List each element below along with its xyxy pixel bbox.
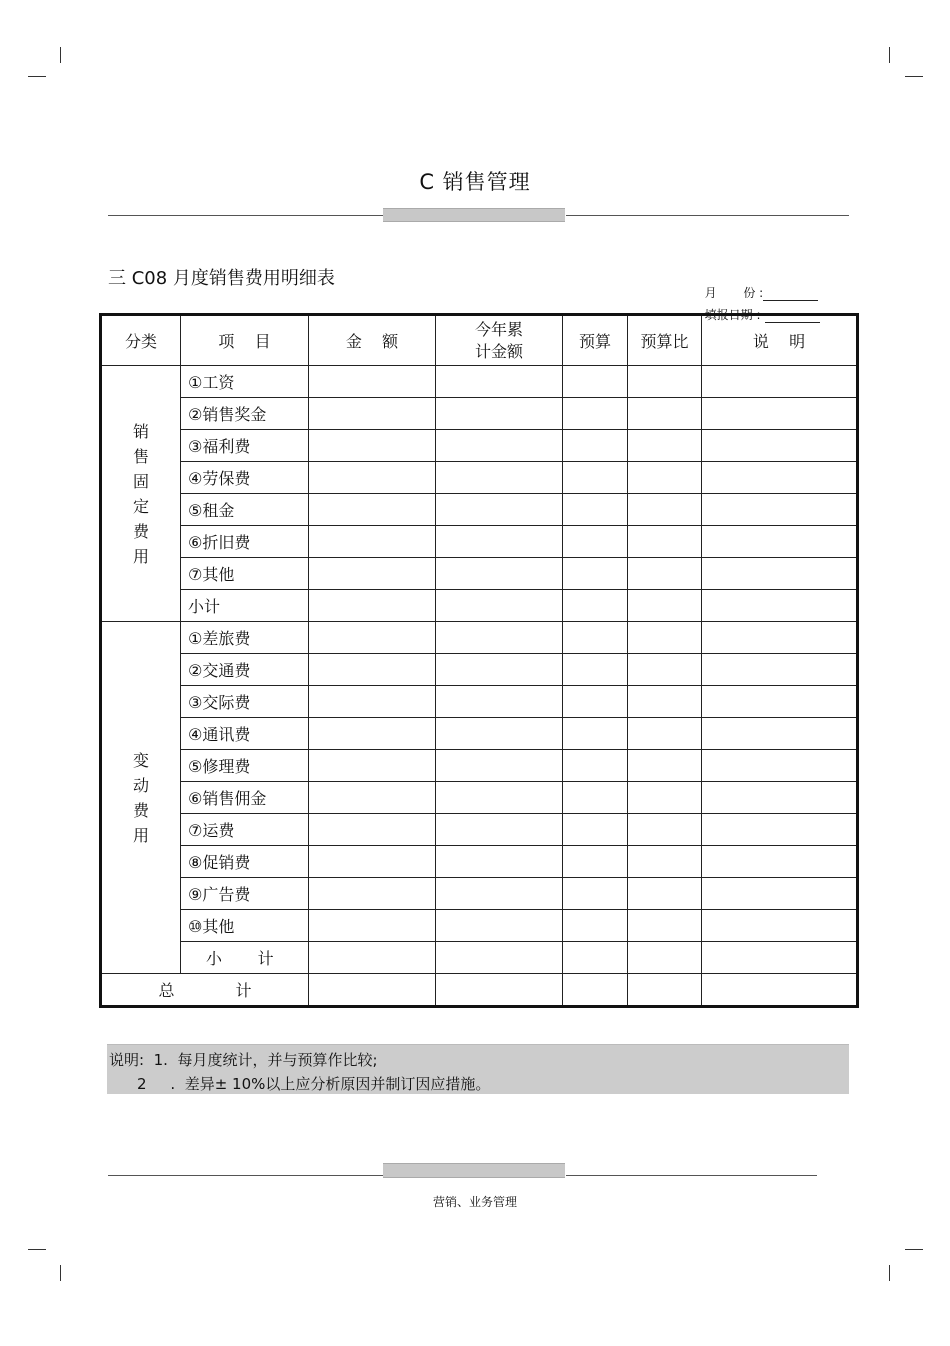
table-row <box>101 526 858 558</box>
category-variable-char: 费 <box>132 800 149 820</box>
table-row <box>101 718 858 750</box>
crop-mark <box>28 1249 46 1250</box>
item-label: ④劳保费 <box>181 462 309 494</box>
category-fixed <box>101 366 181 622</box>
table-row <box>101 430 858 462</box>
item-label: ⑧促销费 <box>181 846 309 878</box>
remark-cell[interactable] <box>702 622 858 654</box>
note-line-1: 说明: 1. 每月度统计，并与预算作比较; <box>109 1051 378 1069</box>
remark-cell[interactable] <box>702 654 858 686</box>
header-budget-ratio: 预算比 <box>628 315 702 366</box>
amount-cell[interactable] <box>309 974 436 1007</box>
item-label: ③交际费 <box>181 686 309 718</box>
budget-cell[interactable] <box>563 750 628 782</box>
item-label: ⑩其他 <box>181 910 309 942</box>
total-row <box>101 974 858 1007</box>
item-label: ①差旅费 <box>181 622 309 654</box>
ytd-amount-cell[interactable] <box>436 750 563 782</box>
table-row <box>101 686 858 718</box>
category-variable-char: 用 <box>132 825 149 845</box>
item-label: ⑦运费 <box>181 814 309 846</box>
ytd-amount-cell[interactable] <box>436 590 563 622</box>
budget-ratio-cell[interactable] <box>628 398 702 430</box>
ytd-amount-cell[interactable] <box>436 942 563 974</box>
remark-cell[interactable] <box>702 430 858 462</box>
ytd-amount-cell[interactable] <box>436 846 563 878</box>
ytd-amount-cell[interactable] <box>436 910 563 942</box>
item-label: ④通讯费 <box>181 718 309 750</box>
expense-table <box>99 313 859 1008</box>
budget-cell[interactable] <box>563 494 628 526</box>
header-item: 项 目 <box>181 315 309 366</box>
item-label: ②交通费 <box>181 654 309 686</box>
ytd-amount-cell[interactable] <box>436 974 563 1007</box>
table-row <box>101 878 858 910</box>
budget-ratio-cell[interactable] <box>628 782 702 814</box>
header-rule-right <box>566 215 849 216</box>
budget-ratio-cell[interactable] <box>628 974 702 1007</box>
header-rule-left <box>108 215 383 216</box>
budget-ratio-cell[interactable] <box>628 526 702 558</box>
remark-cell[interactable] <box>702 558 858 590</box>
table-row <box>101 494 858 526</box>
amount-cell[interactable] <box>309 750 436 782</box>
amount-cell[interactable] <box>309 910 436 942</box>
footer-rule-right <box>566 1175 817 1176</box>
budget-cell[interactable] <box>563 686 628 718</box>
amount-cell[interactable] <box>309 462 436 494</box>
budget-ratio-cell[interactable] <box>628 462 702 494</box>
item-label: ⑤租金 <box>181 494 309 526</box>
budget-cell[interactable] <box>563 622 628 654</box>
ytd-amount-cell[interactable] <box>436 686 563 718</box>
header-ytd-line1: 今年累 <box>474 319 523 339</box>
budget-ratio-cell[interactable] <box>628 878 702 910</box>
header-category: 分类 <box>101 315 181 366</box>
remark-cell[interactable] <box>702 878 858 910</box>
amount-cell[interactable] <box>309 718 436 750</box>
crop-mark <box>60 47 61 63</box>
header-bar <box>383 208 565 222</box>
remark-cell[interactable] <box>702 814 858 846</box>
category-fixed-char: 定 <box>132 496 149 516</box>
ytd-amount-cell[interactable] <box>436 398 563 430</box>
category-variable-char: 变 <box>132 750 149 770</box>
budget-ratio-cell[interactable] <box>628 622 702 654</box>
budget-cell[interactable] <box>563 398 628 430</box>
remark-cell[interactable] <box>702 462 858 494</box>
remark-cell[interactable] <box>702 846 858 878</box>
month-label: 月 份 : <box>704 286 764 300</box>
category-variable-char: 动 <box>132 775 149 795</box>
table-row <box>101 654 858 686</box>
item-label: ⑨广告费 <box>181 878 309 910</box>
table-row <box>101 750 858 782</box>
budget-cell[interactable] <box>563 942 628 974</box>
remark-cell[interactable] <box>702 366 858 398</box>
amount-cell[interactable] <box>309 686 436 718</box>
crop-mark <box>889 1265 890 1281</box>
budget-ratio-cell[interactable] <box>628 846 702 878</box>
subtotal-label: 小 计 <box>181 942 309 974</box>
item-label: ⑥折旧费 <box>181 526 309 558</box>
budget-cell[interactable] <box>563 526 628 558</box>
table-row <box>101 462 858 494</box>
subtotal-row <box>101 942 858 974</box>
note-line-2: 2 . 差异± 10%以上应分析原因并制订因应措施。 <box>137 1075 491 1093</box>
page-title: C 销售管理 <box>419 170 531 194</box>
table-row <box>101 814 858 846</box>
amount-cell[interactable] <box>309 846 436 878</box>
ytd-amount-cell[interactable] <box>436 558 563 590</box>
budget-cell[interactable] <box>563 782 628 814</box>
item-label: ⑦其他 <box>181 558 309 590</box>
remark-cell[interactable] <box>702 526 858 558</box>
ytd-amount-cell[interactable] <box>436 814 563 846</box>
header-remark: 说 明 <box>702 315 858 366</box>
table-row <box>101 910 858 942</box>
amount-cell[interactable] <box>309 526 436 558</box>
table-header-row <box>101 315 858 366</box>
amount-cell[interactable] <box>309 494 436 526</box>
footer-text: 营销、业务管理 <box>432 1195 517 1209</box>
remark-cell[interactable] <box>702 750 858 782</box>
table-row <box>101 590 858 622</box>
form-title: 三 C08 月度销售费用明细表 <box>108 268 335 289</box>
total-label: 总 计 <box>101 974 309 1007</box>
budget-ratio-cell[interactable] <box>628 430 702 462</box>
budget-ratio-cell[interactable] <box>628 366 702 398</box>
footer-bar <box>383 1163 565 1178</box>
budget-ratio-cell[interactable] <box>628 750 702 782</box>
budget-ratio-cell[interactable] <box>628 494 702 526</box>
budget-ratio-cell[interactable] <box>628 942 702 974</box>
ytd-amount-cell[interactable] <box>436 366 563 398</box>
ytd-amount-cell[interactable] <box>436 622 563 654</box>
ytd-amount-cell[interactable] <box>436 494 563 526</box>
crop-mark <box>60 1265 61 1281</box>
remark-cell[interactable] <box>702 398 858 430</box>
header-ytd <box>436 315 563 366</box>
amount-cell[interactable] <box>309 622 436 654</box>
budget-ratio-cell[interactable] <box>628 590 702 622</box>
header-budget: 预算 <box>563 315 628 366</box>
category-fixed-char: 用 <box>132 546 149 566</box>
item-label: ②销售奖金 <box>181 398 309 430</box>
crop-mark <box>28 76 46 77</box>
remark-cell[interactable] <box>702 718 858 750</box>
table-row <box>101 782 858 814</box>
budget-cell[interactable] <box>563 558 628 590</box>
budget-cell[interactable] <box>563 974 628 1007</box>
remark-cell[interactable] <box>702 590 858 622</box>
category-fixed-char: 固 <box>132 471 149 491</box>
amount-cell[interactable] <box>309 590 436 622</box>
category-fixed-char: 售 <box>132 446 149 466</box>
amount-cell[interactable] <box>309 814 436 846</box>
date-label: 填报日期 : <box>704 308 761 322</box>
table-row <box>101 366 858 398</box>
ytd-amount-cell[interactable] <box>436 718 563 750</box>
budget-cell[interactable] <box>563 430 628 462</box>
amount-cell[interactable] <box>309 558 436 590</box>
remark-cell[interactable] <box>702 974 858 1007</box>
amount-cell[interactable] <box>309 366 436 398</box>
budget-cell[interactable] <box>563 878 628 910</box>
budget-cell[interactable] <box>563 366 628 398</box>
budget-cell[interactable] <box>563 846 628 878</box>
budget-cell[interactable] <box>563 590 628 622</box>
budget-ratio-cell[interactable] <box>628 910 702 942</box>
budget-cell[interactable] <box>563 814 628 846</box>
amount-cell[interactable] <box>309 430 436 462</box>
notes-box <box>107 1044 849 1094</box>
item-label: ⑥销售佣金 <box>181 782 309 814</box>
budget-cell[interactable] <box>563 462 628 494</box>
item-label: 小计 <box>181 590 309 622</box>
item-label: ③福利费 <box>181 430 309 462</box>
category-variable <box>101 622 181 974</box>
budget-ratio-cell[interactable] <box>628 654 702 686</box>
crop-mark <box>889 47 890 63</box>
amount-cell[interactable] <box>309 878 436 910</box>
crop-mark <box>905 1249 923 1250</box>
ytd-amount-cell[interactable] <box>436 430 563 462</box>
ytd-amount-cell[interactable] <box>436 526 563 558</box>
budget-cell[interactable] <box>563 718 628 750</box>
table-row <box>101 398 858 430</box>
item-label: ⑤修理费 <box>181 750 309 782</box>
amount-cell[interactable] <box>309 942 436 974</box>
budget-cell[interactable] <box>563 910 628 942</box>
footer-rule-left <box>108 1175 383 1176</box>
remark-cell[interactable] <box>702 942 858 974</box>
budget-ratio-cell[interactable] <box>628 718 702 750</box>
remark-cell[interactable] <box>702 686 858 718</box>
header-amount: 金 额 <box>309 315 436 366</box>
category-fixed-char: 费 <box>132 521 149 541</box>
remark-cell[interactable] <box>702 782 858 814</box>
table-row <box>101 558 858 590</box>
remark-cell[interactable] <box>702 910 858 942</box>
ytd-amount-cell[interactable] <box>436 654 563 686</box>
crop-mark <box>905 76 923 77</box>
amount-cell[interactable] <box>309 398 436 430</box>
remark-cell[interactable] <box>702 494 858 526</box>
ytd-amount-cell[interactable] <box>436 462 563 494</box>
amount-cell[interactable] <box>309 782 436 814</box>
budget-cell[interactable] <box>563 654 628 686</box>
ytd-amount-cell[interactable] <box>436 782 563 814</box>
budget-ratio-cell[interactable] <box>628 686 702 718</box>
table-row <box>101 846 858 878</box>
category-fixed-char: 销 <box>132 421 149 441</box>
amount-cell[interactable] <box>309 654 436 686</box>
budget-ratio-cell[interactable] <box>628 814 702 846</box>
table-row <box>101 622 858 654</box>
item-label: ①工资 <box>181 366 309 398</box>
ytd-amount-cell[interactable] <box>436 878 563 910</box>
budget-ratio-cell[interactable] <box>628 558 702 590</box>
header-ytd-line2: 计金额 <box>474 341 523 361</box>
